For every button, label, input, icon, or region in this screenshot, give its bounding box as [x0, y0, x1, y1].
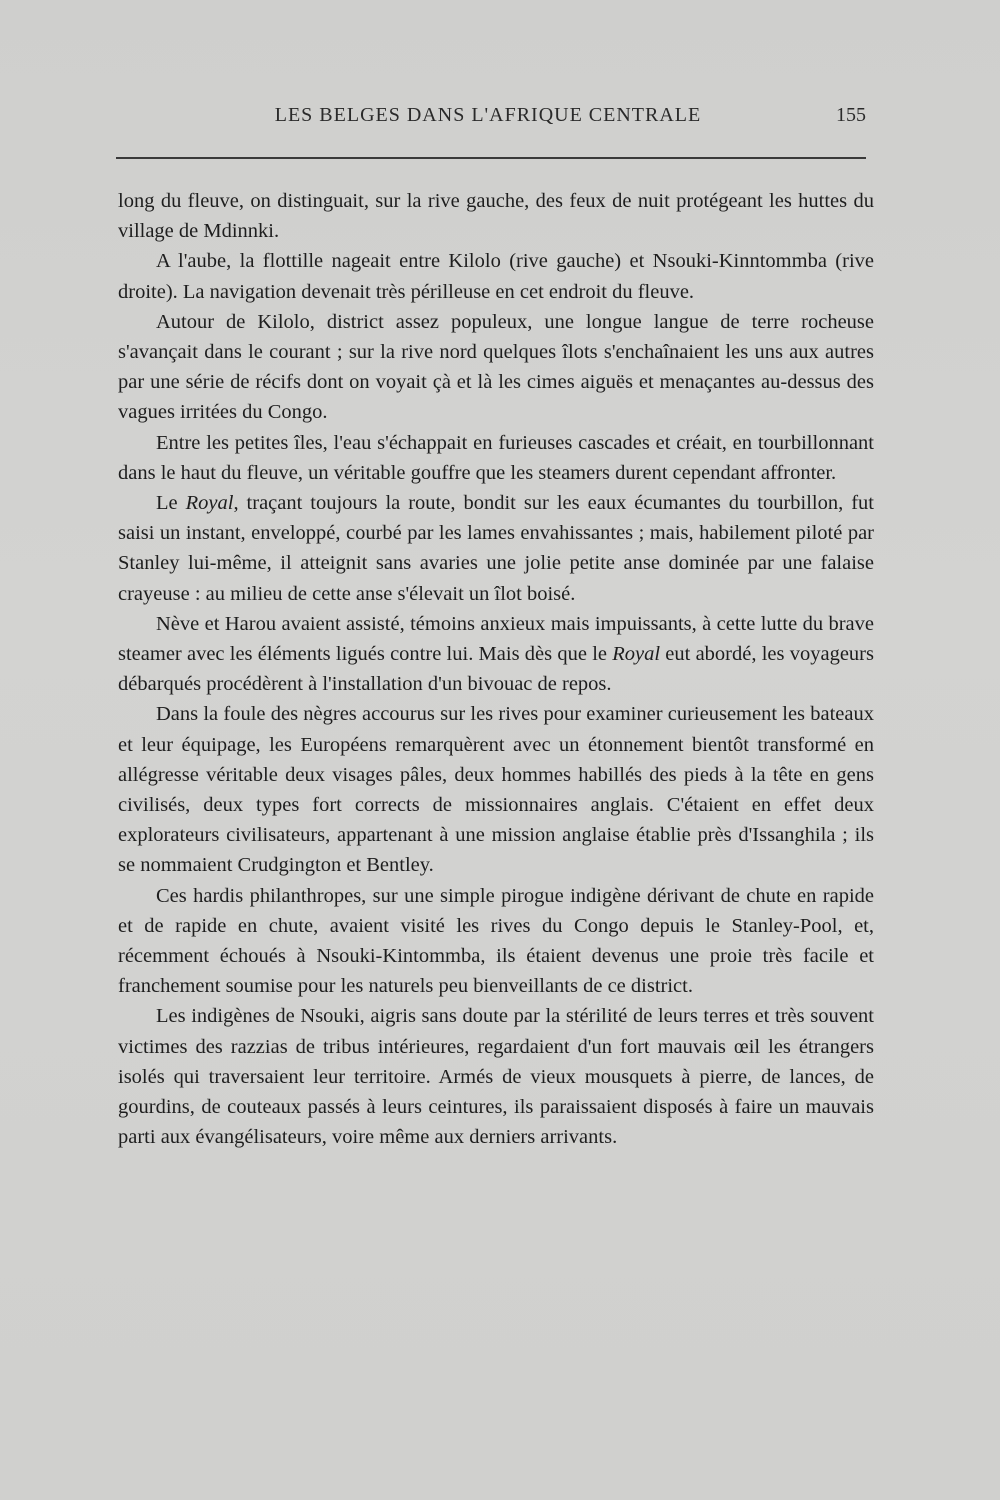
paragraph: Autour de Kilolo, district assez populeux, une longue langue de terre rocheuse s'avançait dans le courant ; sur la rive nord quelques îlots s'enchaînaient les uns aux autres par une série de récifs dont on voyait çà et là les cimes aiguës et menaçantes au-dessus des vagues irritées du Congo.	[118, 310, 874, 424]
paragraph-text: , traçant toujours la route, bondit sur les eaux écumantes du tourbillon, fut saisi un instant, enveloppé, courbé par les lames envahissantes ; mais, habilement piloté par Stanley lui-même, il atteignit sans avaries une jolie petite anse dominée par une falaise crayeuse : au milieu de cette anse s'élevait un îlot boisé.	[118, 492, 875, 605]
paragraph	[118, 609, 874, 700]
page-header	[110, 104, 866, 134]
ship-name: Royal	[185, 492, 234, 515]
paragraph-text: eut abordé, les voyageurs débarqués procédèrent à l'installation d'un bivouac de repos.	[118, 643, 874, 696]
paragraph-text: Le	[156, 492, 186, 515]
body-text	[118, 186, 874, 1153]
paragraph: long du fleuve, on distinguait, sur la rive gauche, des feux de nuit protégeant les huttes du village de Mdinnki.	[118, 190, 874, 243]
paragraph: Ces hardis philanthropes, sur une simple pirogue indigène dérivant de chute en rapide et de rapide en chute, avaient visité les rives du Congo depuis le Stanley-Pool, et, récemment échoués à Nsouki-Kintommba, ils étaient devenus une proie très facile et franchement soumise pour les naturels peu bienveillants de ce district.	[118, 884, 874, 998]
paragraph: A l'aube, la flottille nageait entre Kilolo (rive gauche) et Nsouki-Kinntommba (rive droite). La navigation devenait très périlleuse en cet endroit du fleuve.	[118, 250, 874, 303]
paragraph: Entre les petites îles, l'eau s'échappait en furieuses cascades et créait, en tourbillonnant dans le haut du fleuve, un véritable gouffre que les steamers durent cependant affronter.	[118, 431, 874, 484]
running-title: LES BELGES DANS L'AFRIQUE CENTRALE	[274, 104, 702, 126]
paragraph	[118, 488, 874, 609]
paragraph: Dans la foule des nègres accourus sur les rives pour examiner curieusement les bateaux et leur équipage, les Européens remarquèrent avec un étonnement bientôt transformé en allégresse véritable deux visages pâles, deux hommes habillés des pieds à la tête en gens civilisés, deux types fort corrects de missionnaires anglais. C'étaient en effet deux explorateurs civilisateurs, appartenant à une mission anglaise établie près d'Issanghila ; ils se nommaient Crudgington et Bentley.	[118, 703, 874, 877]
ship-name: Royal	[612, 643, 661, 666]
paragraph: Les indigènes de Nsouki, aigris sans doute par la stérilité de leurs terres et très souvent victimes des razzias de tribus intérieures, regardaient d'un fort mauvais œil les étrangers isolés qui traversaient leur territoire. Armés de vieux mousquets à pierre, de lances, de gourdins, de couteaux passés à leurs ceintures, ils paraissaient disposés à faire un mauvais parti aux évangélisateurs, voire même aux derniers arrivants.	[118, 1005, 874, 1149]
page-number: 155	[836, 104, 866, 126]
paragraph-text: Nève et Harou avaient assisté, témoins anxieux mais impuissants, à cette lutte du brave steamer avec les éléments ligués contre lui. Mais dès que le	[118, 612, 874, 666]
header-rule	[116, 157, 866, 159]
